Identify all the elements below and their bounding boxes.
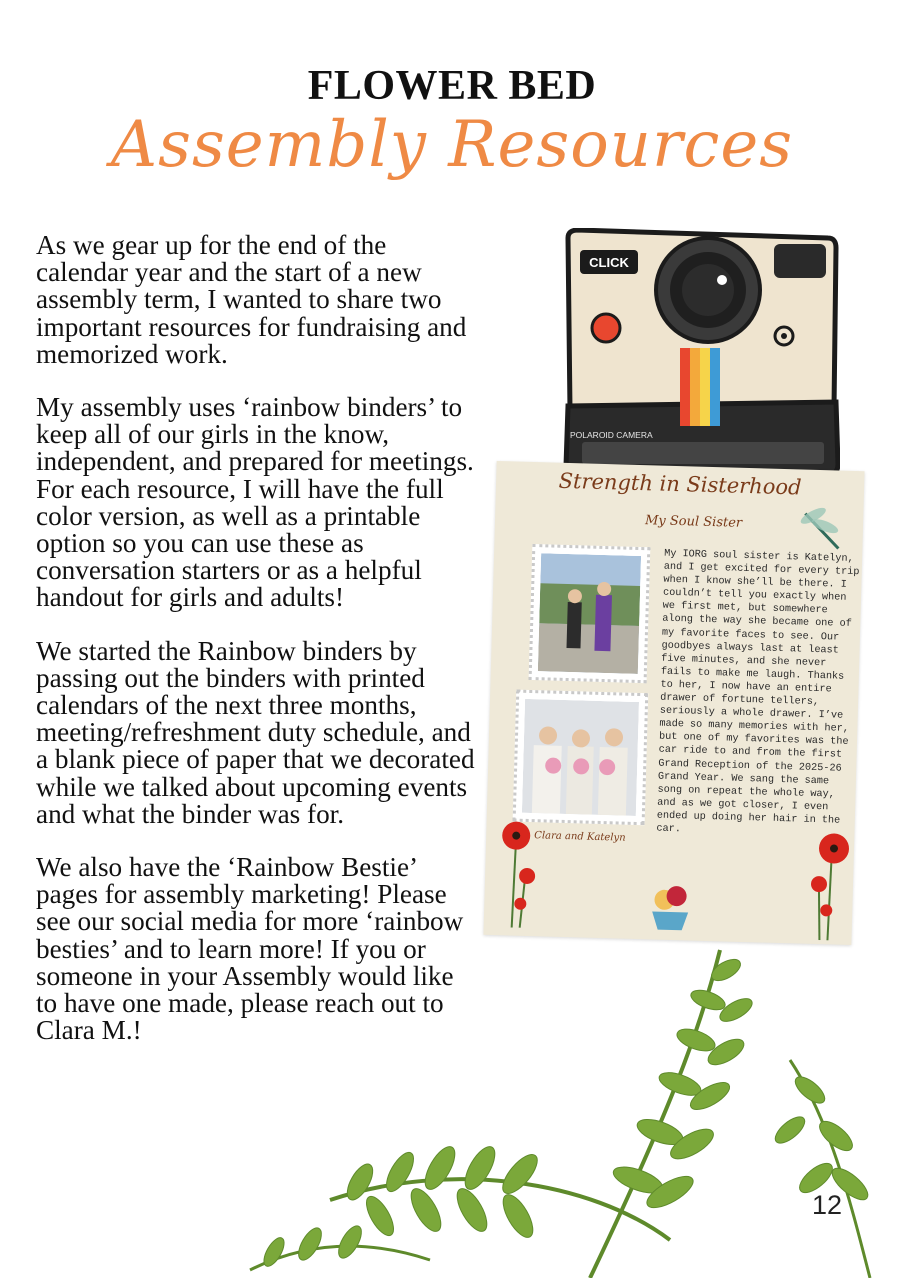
photo-frame-top	[529, 544, 651, 683]
photo-girls-with-bears	[522, 699, 639, 816]
sisterhood-flyer	[483, 461, 864, 945]
photo-caption: Clara and Katelyn	[534, 830, 626, 844]
paragraph-rainbow-binders: My assembly uses ‘rainbow binders’ to keep all of our girls in the know, independent, and prepared for meetings. For each resource, I will have the full color version, as well as a printable option so you can use these as conversation starters or as a helpful handout for girls and adults!	[36, 392, 474, 613]
dragonfly-icon	[790, 505, 851, 555]
paragraph-binder-start: We started the Rainbow binders by passing out the binders with printed calendars of the next three months, meeting/refreshment duty schedule, and a blank piece of paper that we decorated while we talked about upcoming events and what the binder was for.	[36, 635, 475, 829]
section-title: Assembly Resources	[110, 108, 794, 182]
page-number: 12	[812, 1190, 843, 1220]
flyer-story: My IORG soul sister is Katelyn, and I get excited for every trip when I know she’ll be there. I couldn’t tell you exactly when we first met, but somewhere along the way she became one of my favorite faces to see. Our goodbyes always last at least five minutes, and she never fails to make me laugh. Thanks to her, I now have an entire drawer of fortune tellers, seriously a whole drawer. I’ve made so many memories with her, but one of my favorites was the car ride to and from the first Grand Reception of the 2025-26 Grand Year. We sang the same song on repeat the whole way, and as we got closer, I even ended up doing her hair in the car.	[656, 548, 860, 836]
photo-girls-outdoors	[538, 553, 641, 674]
poppy-flowers-left	[490, 817, 549, 929]
fern-leaves-decoration	[230, 940, 904, 1278]
teacup-flowers-icon	[642, 879, 700, 937]
flyer-subtitle: My Soul Sister	[644, 513, 743, 531]
photo-frame-bottom	[513, 690, 649, 826]
poppy-flowers-right	[799, 830, 854, 941]
paragraph-rainbow-bestie: We also have the ‘Rainbow Bestie’ pages for assembly marketing! Please see our social media for more ‘rainbow besties’ and to learn more! If you or someone in your Assembly would like to have one made, please reach out to Clara M.!	[36, 852, 464, 1046]
paragraph-intro: As we gear up for the end of the calendar year and the start of a new assembly term, I wanted to share two important resources for fundraising and memorized work.	[36, 230, 467, 369]
flyer-title: Strength in Sisterhood	[558, 468, 802, 500]
camera-click-label: CLICK	[589, 255, 629, 270]
camera-brand-label: POLAROID CAMERA	[570, 430, 653, 440]
polaroid-camera-illustration	[562, 228, 840, 480]
newsletter-title: FLOWER BED	[307, 63, 597, 109]
